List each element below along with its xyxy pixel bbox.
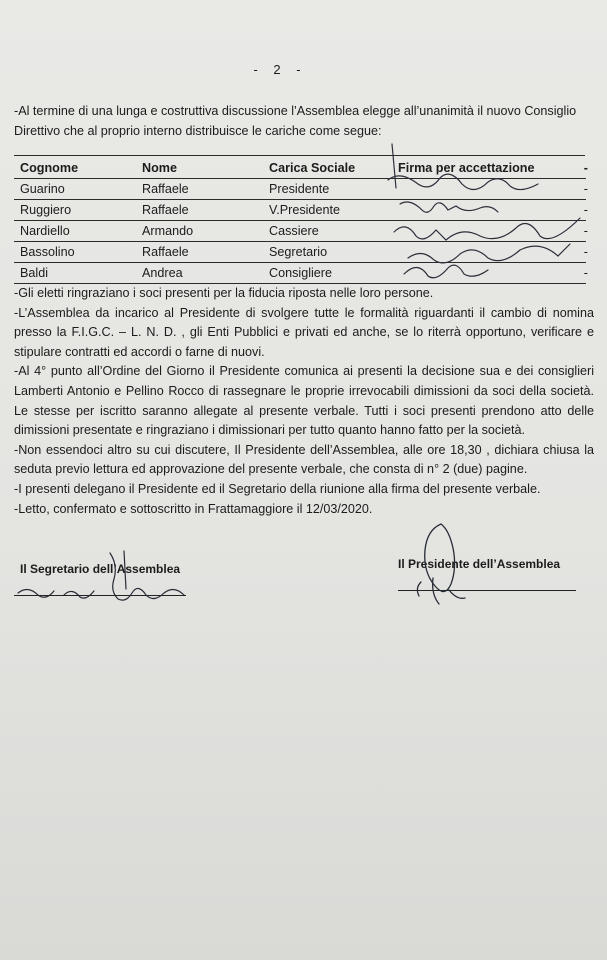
cell-cognome: Baldi <box>20 266 49 280</box>
table-row <box>14 200 586 221</box>
secretary-signature-line <box>14 595 186 596</box>
cell-nome: Raffaele <box>142 182 189 196</box>
row-end-mark: - <box>583 245 588 259</box>
row-end-mark: - <box>583 203 588 217</box>
paragraph: -I presenti delegano il Presidente ed il Segretario della riunione alla firma del presente verbale. <box>14 481 541 496</box>
president-signature-line <box>398 590 576 591</box>
president-signature-label: Il Presidente dell’Assemblea <box>398 557 561 571</box>
cell-nome: Raffaele <box>142 203 189 217</box>
cell-cognome: Bassolino <box>20 245 75 259</box>
table-top-rule <box>14 155 585 156</box>
header-cognome: Cognome <box>20 161 79 175</box>
cell-carica: Presidente <box>269 182 330 196</box>
row-end-mark: - <box>583 224 588 238</box>
minutes-body <box>14 284 594 519</box>
cell-cognome: Ruggiero <box>20 203 72 217</box>
council-table <box>14 158 586 284</box>
cell-carica: Segretario <box>269 245 328 259</box>
cell-carica: V.Presidente <box>269 203 340 217</box>
paragraph: -Non essendoci altro su cui discutere, Il Presidente dell’Assemblea, alle ore 18,30 , dichiara chiusa la seduta previo lettura ed approvazione del presente verbale, che consta di n° 2 (due) pagine. <box>14 442 594 477</box>
intro-text <box>14 101 594 141</box>
cell-carica: Cassiere <box>269 224 319 238</box>
header-nome: Nome <box>142 161 177 175</box>
header-carica: Carica Sociale <box>269 161 356 175</box>
page-number: - 2 - <box>253 62 307 77</box>
header-firma: Firma per accettazione <box>398 161 535 175</box>
paragraph: -Letto, confermato e sottoscritto in Frattamaggiore il 12/03/2020. <box>14 501 373 516</box>
intro-line-2: Direttivo che al proprio interno distribuisce le cariche come segue: <box>14 124 382 138</box>
table-header-row <box>14 158 586 179</box>
secretary-signature <box>14 545 194 607</box>
cell-cognome: Nardiello <box>20 224 70 238</box>
table-row <box>14 221 586 242</box>
row-end-mark: - <box>583 182 588 196</box>
paragraph: -Al 4° punto all’Ordine del Giorno il Presidente comunica ai presenti la decisione sua e dei consiglieri Lamberti Antonio e Pellino Rocco di rassegnare le proprie irrevocabili dimissioni da soci della società. Le stesse per iscritto saranno allegate al presente verbale. Tutti i soci presenti prendono atto delle dimissioni presentate e ringraziano i dimissionari per tutto quanto hanno fatto per la società. <box>14 364 594 438</box>
cell-nome: Andrea <box>142 266 183 280</box>
table-row <box>14 179 586 200</box>
row-end-mark: - <box>583 161 588 175</box>
row-end-mark: - <box>583 266 588 280</box>
cell-nome: Raffaele <box>142 245 189 259</box>
table-row <box>14 242 586 263</box>
cell-cognome: Guarino <box>20 182 65 196</box>
table-row <box>14 263 586 284</box>
cell-nome: Armando <box>142 224 194 238</box>
intro-line-1: -Al termine di una lunga e costruttiva discussione l’Assemblea elegge all’unanimità il nuovo Consiglio <box>14 104 577 118</box>
paragraph: -L’Assemblea da incarico al Presidente di svolgere tutte le formalità riguardanti il cambio di nomina presso la F.I.G.C. – L. N. D. , gli Enti Pubblici e privati ed anche, se lo riterrà opportuno, verificare e stipulare contratti ed accordi o farne di nuovi. <box>14 305 594 359</box>
cell-carica: Consigliere <box>269 266 332 280</box>
secretary-signature-label: Il Segretario dell’Assemblea <box>20 562 181 576</box>
paragraph: -Gli eletti ringraziano i soci presenti per la fiducia riposta nelle loro persone. <box>14 286 434 300</box>
